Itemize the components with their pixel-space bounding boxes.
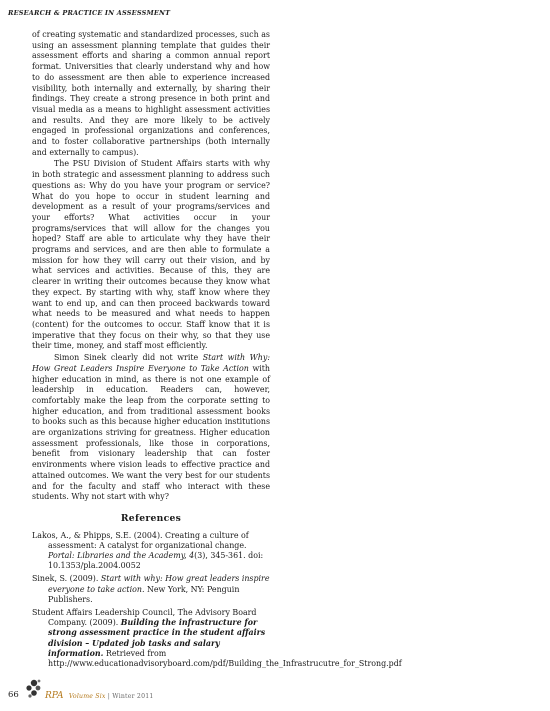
book-title: Start with Why: How Great Leaders Inspire Everyone to Take Action [32,353,270,373]
paragraph-1: of creating systematic and standardized processes, such as using an assessment planning template that guides their assessment efforts and sharing a common annual report format. Universities that clearly understand why and how to do assessment are then able to experience increased visibility, both internally and externally, by sharing their findings. They create a strong presence in both print and visual media as a means to highlight assessment activities and results. And they are more likely to be actively engaged in professional organizations and conferences, and to foster collaborative partnerships (both internally and externally to campus). [32,30,270,157]
reference-lakos: Lakos, A., & Phipps, S.E. (2004). Creating a culture of assessment: A catalyst for organizational change. Portal: Libraries and the Academy, 4(3), 345-361. doi: 10.1353/pla.2004.0052 [32,530,264,571]
references-heading: References [120,512,182,524]
running-head: RESEARCH & PRACTICE IN ASSESSMENT [8,9,171,17]
paragraph-3-start: Simon Sinek clearly did not write [54,353,203,363]
article-body [32,30,402,672]
rpa-flower-icon [25,675,65,705]
paragraph-3 [32,353,270,503]
logo-text: RPA [44,691,64,701]
reference-advisory-board: Student Affairs Leadership Council, The Advisory Board Company. (2009). Building the infrastructure for strong assessment practice in the student affairs division – Updated job tasks and salary information. Retrieved from http://www.educationadvisoryboard.com/pdf/Building_the_Infrastrucutre_for_Strong.pdf [32,608,402,669]
paragraph-2: The PSU Division of Student Affairs starts with why in both strategic and assessment planning to address such questions as: Why do you have your program or service? What do you hope to occur in student learning and development as a result of your programs/services and your efforts? What activities occur in your programs/services that will allow for the changes you hoped? Staff are able to articulate why they have their programs and services, and are then able to formulate a mission for how they will carry out their vision, and by what services and activities. Because of this, they are clearer in writing their outcomes because they know what they expect. By starting with why, staff know where they want to end up, and can then proceed backwards toward what needs to be measured and what needs to happen (content) for the outcomes to occur. Staff know that it is imperative that they focus on their why, so that they use their time, money, and staff most efficiently. [32,159,270,351]
paragraph-3-rest: with higher education in mind, as there is not one example of leadership in education. Readers can, however, comfortably make the leap from the corporate setting to higher education, and from traditional assessment books to books such as this because higher education institutions are organizations striving for greatness. Higher education assessment professionals, like those in corporations, benefit from visionary leadership that can foster environments where vision leads to effective practice and attained outcomes. We want the very best for our students and for the faculty and staff who interact with these students. Why not start with why? [32,363,270,502]
issue-info: Volume Six | Winter 2011 [68,693,154,700]
page-number: 66 [8,690,19,700]
rpa-logo [25,675,65,705]
page-footer [8,675,153,705]
reference-sinek: Sinek, S. (2009). Start with why: How great leaders inspire everyone to take action. New York, NY: Penguin Publishers. [32,574,270,604]
